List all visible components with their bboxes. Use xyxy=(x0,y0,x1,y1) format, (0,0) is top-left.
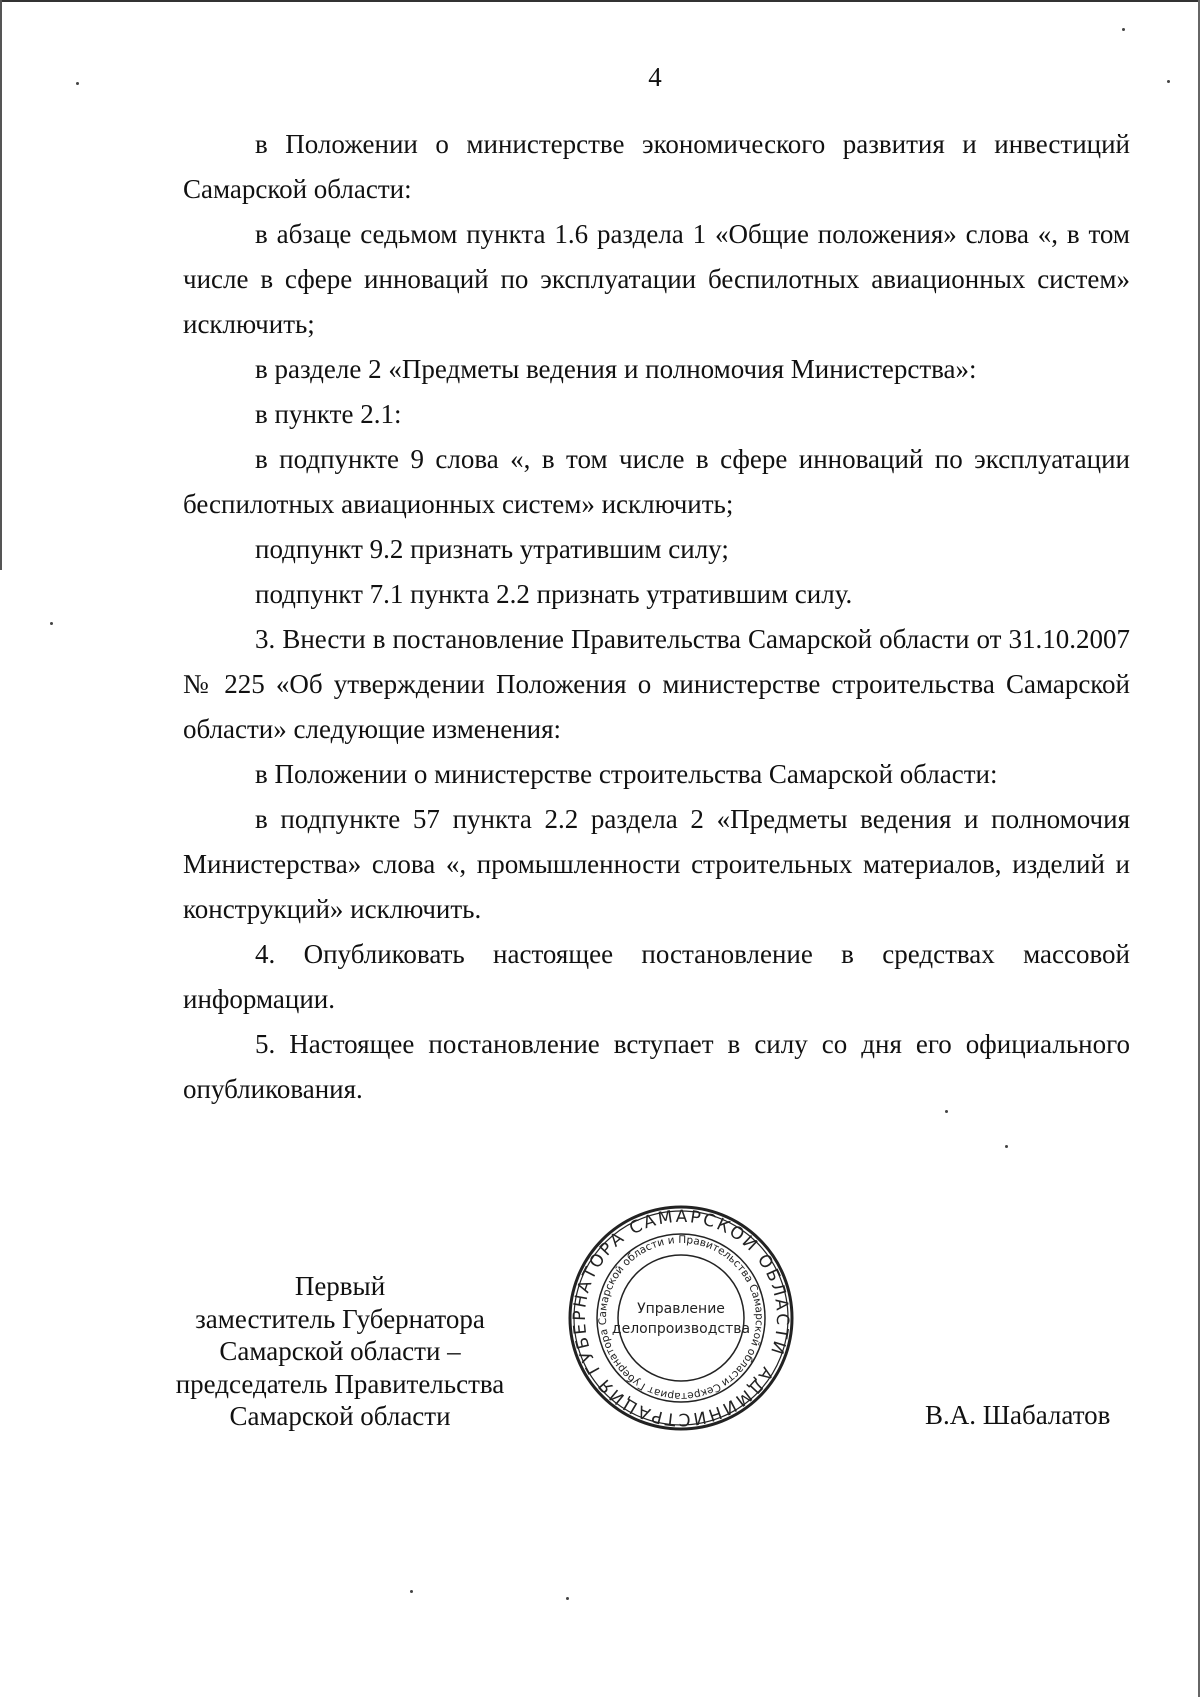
paragraph: подпункт 7.1 пункта 2.2 признать утратившим силу. xyxy=(255,579,853,609)
paragraph: 3. Внести в постановление Правительства Самарской области от 31.10.2007 № 225 «Об утверждении Положения о министерстве строительства Самарской области» следующие изменения: xyxy=(183,624,1130,744)
scan-speck xyxy=(76,82,79,85)
position-line: председатель Правительства xyxy=(175,1368,505,1399)
scan-speck xyxy=(50,622,53,625)
position-line: Самарской области – xyxy=(219,1336,461,1366)
scan-speck xyxy=(1167,80,1170,83)
scan-speck xyxy=(566,1597,569,1600)
paragraph: в пункте 2.1: xyxy=(255,399,402,429)
paragraph: в подпункте 9 слова «, в том числе в сфере инноваций по эксплуатации беспилотных авиационных систем» исключить; xyxy=(183,444,1130,519)
paragraph: в подпункте 57 пункта 2.2 раздела 2 «Предметы ведения и полномочия Министерства» слова «, промышленности строительных материалов, изделий и конструкций» исключить. xyxy=(183,804,1130,924)
scan-speck xyxy=(1122,28,1125,31)
signatory-name: В.А. Шабалатов xyxy=(925,1400,1111,1430)
paragraph: подпункт 9.2 признать утратившим силу; xyxy=(255,534,729,564)
scan-speck xyxy=(1005,1145,1008,1148)
seal-center-line-2: делопроизводства xyxy=(611,1321,751,1337)
page-number: 4 xyxy=(648,62,662,92)
document-body xyxy=(183,122,1130,1112)
paragraph: 5. Настоящее постановление вступает в силу со дня его официального опубликования. xyxy=(183,1029,1130,1104)
signatory-position xyxy=(150,1270,530,1433)
position-line: Самарской области xyxy=(229,1401,451,1431)
position-line: Первый xyxy=(294,1271,386,1301)
scan-speck xyxy=(410,1590,413,1593)
paragraph: в разделе 2 «Предметы ведения и полномочия Министерства»: xyxy=(255,354,977,384)
paragraph: в Положении о министерстве экономического развития и инвестиций Самарской области: xyxy=(183,129,1130,204)
seal-outer-text: АДМИНИСТРАЦИЯ ГУБЕРНАТОРА САМАРСКОЙ ОБЛАСТИ xyxy=(569,1206,793,1430)
paragraph: в абзаце седьмом пункта 1.6 раздела 1 «Общие положения» слова «, в том числе в сфере инноваций по эксплуатации беспилотных авиационных систем» исключить; xyxy=(183,219,1130,339)
scan-edge-top xyxy=(0,0,1200,2)
paragraph: в Положении о министерстве строительства Самарской области: xyxy=(255,759,998,789)
scan-speck xyxy=(945,1110,948,1113)
paragraph: 4. Опубликовать настоящее постановление в средствах массовой информации. xyxy=(183,939,1130,1014)
position-line: заместитель Губернатора xyxy=(195,1303,485,1334)
seal-inner-ring xyxy=(618,1255,744,1381)
seal-center-line-1: Управление xyxy=(637,1301,725,1317)
seal-inner-text: Секретариат Губернатора Самарской области и Правительства Самарской области xyxy=(596,1233,766,1403)
official-seal xyxy=(566,1203,796,1433)
